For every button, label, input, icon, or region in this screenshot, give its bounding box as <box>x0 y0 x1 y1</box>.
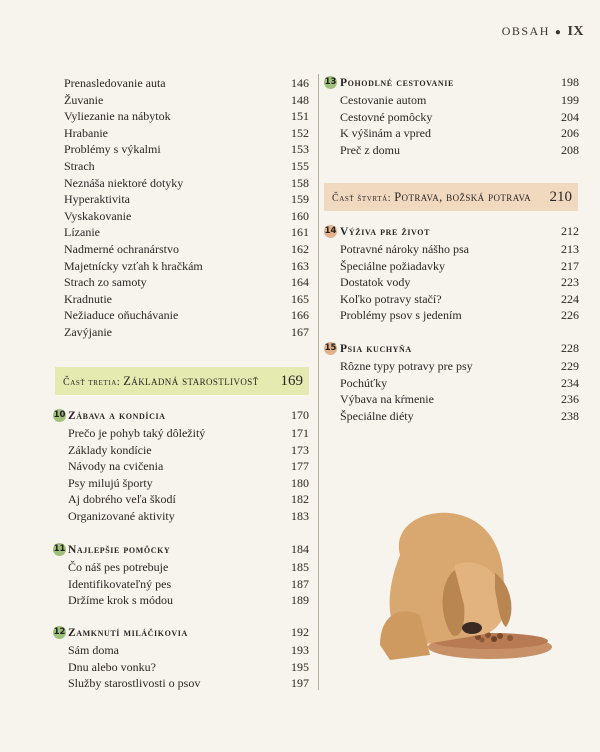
toc-left-column <box>64 75 309 341</box>
entry-title: Žuvanie <box>64 92 104 107</box>
entry-title: Cestovné pomôcky <box>340 109 433 124</box>
toc-entry[interactable] <box>64 592 309 609</box>
toc-entry[interactable] <box>64 576 309 593</box>
chapter-title: Zábava a kondícia <box>68 410 166 422</box>
entry-title: Lízanie <box>64 225 100 240</box>
entry-page: 199 <box>561 93 579 107</box>
chapter-11 <box>53 541 309 609</box>
entry-page: 189 <box>291 593 309 608</box>
toc-entry[interactable] <box>336 92 579 109</box>
toc-entry[interactable] <box>336 274 579 291</box>
toc-entry[interactable] <box>64 158 309 175</box>
part-title: Základná starostlivosť <box>123 374 259 388</box>
toc-entry[interactable] <box>336 125 579 142</box>
toc-entry[interactable] <box>64 508 309 525</box>
entry-title: Čo náš pes potrebuje <box>68 560 169 574</box>
toc-entry[interactable] <box>336 391 579 408</box>
entry-page: 187 <box>291 576 309 591</box>
entry-title: Služby starostlivosti o psov <box>68 676 201 691</box>
entry-title: K výšinám a vpred <box>340 126 431 141</box>
chapter-heading-text <box>336 224 430 241</box>
toc-intro-list <box>64 75 309 341</box>
dog-nose <box>462 622 482 634</box>
chapter-number-badge: 14 <box>324 226 337 236</box>
entry-title: Vyliezanie na nábytok <box>64 109 171 124</box>
entry-title: Strach zo samoty <box>64 275 147 290</box>
toc-entry[interactable] <box>64 274 309 291</box>
entry-title: Kradnutie <box>64 291 112 306</box>
entry-title: Nadmerné ochranárstvo <box>64 241 179 256</box>
part-title: Potrava, božská potrava <box>394 190 532 204</box>
chapter-12 <box>53 624 309 692</box>
entry-title: Problémy s výkalmi <box>64 142 161 157</box>
toc-entry[interactable] <box>336 142 579 159</box>
part-page: 210 <box>549 188 572 205</box>
entry-title: Výbava na kŕmenie <box>340 392 434 407</box>
entry-title: Základy kondície <box>68 442 152 457</box>
entry-title: Dnu alebo vonku? <box>68 659 156 674</box>
part-label: Časť tretia: <box>63 377 121 388</box>
entry-title: Špeciálne diéty <box>340 408 414 423</box>
chapter-title: Pohodlné cestovanie <box>340 77 454 89</box>
entry-page: 151 <box>291 109 309 124</box>
entry-page: 153 <box>291 142 309 157</box>
toc-entry[interactable] <box>64 175 309 192</box>
toc-entry[interactable] <box>64 92 309 109</box>
entry-title: Pochúťky <box>340 375 388 390</box>
chapter-number-badge: 15 <box>324 343 337 353</box>
entry-title: Hrabanie <box>64 125 108 140</box>
entry-page: 146 <box>291 76 309 90</box>
entry-page: 155 <box>291 158 309 173</box>
entry-page: 213 <box>561 242 579 256</box>
chapter-page: 228 <box>561 341 579 355</box>
entry-page: 171 <box>291 426 309 440</box>
part-three-banner[interactable] <box>55 367 309 395</box>
entry-page: 217 <box>561 258 579 273</box>
toc-entry[interactable] <box>64 141 309 158</box>
entry-title: Majetnícky vzťah k hračkám <box>64 258 203 273</box>
entry-title: Dostatok vody <box>340 275 411 290</box>
entry-title: Strach <box>64 158 95 173</box>
toc-entry[interactable] <box>64 475 309 492</box>
entry-page: 236 <box>561 392 579 407</box>
entry-page: 180 <box>291 475 309 490</box>
toc-entry[interactable] <box>64 191 309 208</box>
entry-title: Zavýjanie <box>64 324 112 339</box>
part-label: Časť štvrtá: <box>332 193 392 204</box>
entry-page: 238 <box>561 408 579 423</box>
running-head <box>502 24 584 40</box>
entry-title: Hyperaktivita <box>64 192 130 207</box>
chapter-heading[interactable] <box>336 340 579 358</box>
chapter-number-badge: 13 <box>324 77 337 87</box>
toc-entry[interactable] <box>336 109 579 126</box>
toc-entry[interactable] <box>64 559 309 576</box>
entry-title: Cestovanie autom <box>340 93 427 107</box>
toc-entry[interactable] <box>64 324 309 341</box>
entry-page: 163 <box>291 258 309 273</box>
basset-hound-eating-illustration <box>360 495 560 675</box>
chapter-heading[interactable] <box>336 223 579 241</box>
entry-page: 229 <box>561 359 579 373</box>
toc-entry[interactable] <box>336 358 579 375</box>
entry-page: 234 <box>561 375 579 390</box>
toc-entry[interactable] <box>64 442 309 459</box>
entry-page: 208 <box>561 142 579 157</box>
chapter-number-badge: 10 <box>53 410 66 420</box>
chapter-title: Výživa pre život <box>340 226 431 238</box>
toc-entry[interactable] <box>64 125 309 142</box>
chapter-heading[interactable] <box>64 624 309 642</box>
bullet-separator: ● <box>554 27 563 38</box>
chapter-number-badge: 11 <box>53 544 66 554</box>
section-title: OBSAH <box>501 24 550 38</box>
entry-page: 206 <box>561 126 579 141</box>
toc-entry[interactable] <box>336 258 579 275</box>
toc-entry[interactable] <box>64 75 309 92</box>
chapter-heading[interactable] <box>336 74 579 92</box>
entry-title: Rôzne typy potravy pre psy <box>340 359 473 373</box>
chapter-heading-text <box>336 341 412 358</box>
chapter-heading-text <box>64 542 170 559</box>
entry-title: Preč z domu <box>340 142 400 157</box>
entry-page: 183 <box>291 508 309 523</box>
entry-page: 166 <box>291 308 309 323</box>
entry-page: 193 <box>291 643 309 657</box>
entry-page: 164 <box>291 275 309 290</box>
chapter-14 <box>324 223 579 324</box>
entry-page: 197 <box>291 676 309 691</box>
entry-page: 224 <box>561 291 579 306</box>
chapter-page: 212 <box>561 224 579 238</box>
entry-title: Sám doma <box>68 643 119 657</box>
toc-entry[interactable] <box>336 241 579 258</box>
toc-entry[interactable] <box>336 307 579 324</box>
toc-entry[interactable] <box>64 675 309 692</box>
toc-entry[interactable] <box>64 208 309 225</box>
chapter-title: Najlepšie pomôcky <box>68 544 171 556</box>
entry-page: 182 <box>291 492 309 507</box>
entry-page: 165 <box>291 291 309 306</box>
chapter-page: 198 <box>561 75 579 89</box>
entry-page: 185 <box>291 560 309 574</box>
toc-entry[interactable] <box>64 258 309 275</box>
entry-title: Návody na cvičenia <box>68 459 164 474</box>
chapter-title: Zamknutí miláčikovia <box>68 627 188 639</box>
chapter-15 <box>324 340 579 424</box>
toc-entry[interactable] <box>64 224 309 241</box>
toc-entry[interactable] <box>64 291 309 308</box>
entry-title: Aj dobrého veľa škodí <box>68 492 176 507</box>
chapter-page: 184 <box>291 542 309 556</box>
entry-title: Problémy psov s jedením <box>340 308 462 323</box>
entry-title: Koľko potravy stačí? <box>340 291 442 306</box>
part-page: 169 <box>280 372 303 389</box>
chapter-13 <box>324 74 579 158</box>
entry-page: 173 <box>291 442 309 457</box>
entry-page: 158 <box>291 175 309 190</box>
entry-title: Prečo je pohyb taký dôležitý <box>68 426 206 440</box>
entry-title: Potravné nároky nášho psa <box>340 242 469 256</box>
entry-title: Nežiaduce oňuchávanie <box>64 308 179 323</box>
toc-entry[interactable] <box>336 291 579 308</box>
chapter-heading-text <box>64 408 166 425</box>
entry-page: 167 <box>291 324 309 339</box>
chapter-number-badge: 12 <box>53 627 66 637</box>
entry-title: Prenasledovanie auta <box>64 76 166 90</box>
entry-title: Identifikovateľný pes <box>68 576 172 591</box>
toc-entry[interactable] <box>64 659 309 676</box>
entry-title: Špeciálne požiadavky <box>340 258 445 273</box>
chapter-10 <box>53 407 309 525</box>
part-four-banner[interactable] <box>324 183 578 211</box>
entry-title: Psy milujú športy <box>68 475 153 490</box>
entry-page: 223 <box>561 275 579 290</box>
chapter-page: 192 <box>291 625 309 639</box>
entry-page: 160 <box>291 208 309 223</box>
toc-entry[interactable] <box>64 307 309 324</box>
toc-entry[interactable] <box>64 425 309 442</box>
entry-title: Neznáša niektoré dotyky <box>64 175 184 190</box>
toc-entry[interactable] <box>336 375 579 392</box>
entry-page: 177 <box>291 459 309 474</box>
chapter-heading-text <box>336 75 454 92</box>
chapter-page: 170 <box>291 408 309 422</box>
column-divider <box>318 74 319 690</box>
entry-title: Držíme krok s módou <box>68 593 173 608</box>
toc-entry[interactable] <box>336 408 579 425</box>
chapter-title: Psia kuchyňa <box>340 343 412 355</box>
entry-title: Organizované aktivity <box>68 508 175 523</box>
chapter-heading-text <box>64 625 188 642</box>
toc-entry[interactable] <box>64 491 309 508</box>
entry-page: 161 <box>291 225 309 240</box>
chapter-heading[interactable] <box>64 407 309 425</box>
toc-entry[interactable] <box>64 108 309 125</box>
entry-page: 162 <box>291 241 309 256</box>
chapter-heading[interactable] <box>64 541 309 559</box>
toc-entry[interactable] <box>64 642 309 659</box>
page-number: IX <box>567 24 584 39</box>
entry-page: 195 <box>291 659 309 674</box>
entry-title: Vyskakovanie <box>64 208 132 223</box>
entry-page: 159 <box>291 192 309 207</box>
toc-entry[interactable] <box>64 458 309 475</box>
entry-page: 152 <box>291 125 309 140</box>
entry-page: 226 <box>561 308 579 323</box>
entry-page: 148 <box>291 92 309 107</box>
toc-entry[interactable] <box>64 241 309 258</box>
entry-page: 204 <box>561 109 579 124</box>
